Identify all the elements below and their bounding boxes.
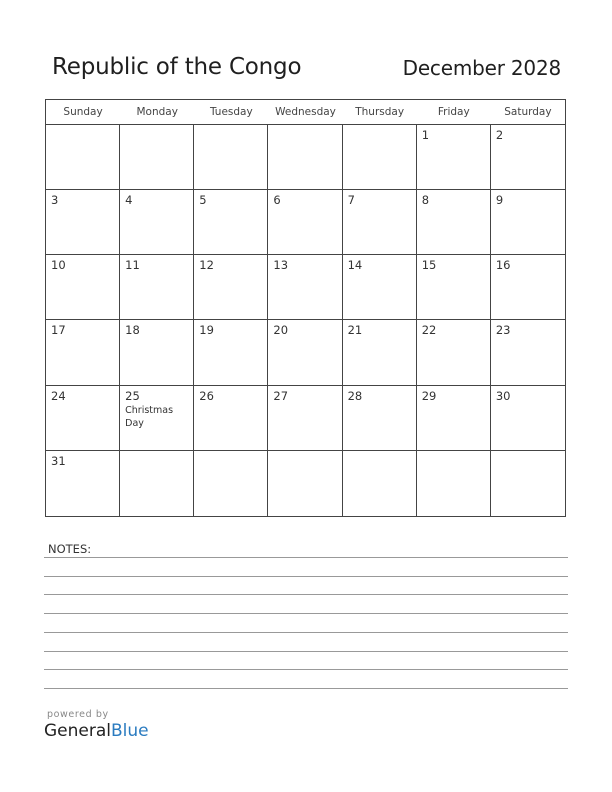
notes-label: NOTES: [48,542,92,556]
day-cell-22 [417,320,491,385]
day-number: 15 [421,258,437,273]
note-line [44,594,568,595]
day-cell-26 [194,386,268,451]
day-number: 24 [51,388,66,403]
day-number: 28 [347,388,363,403]
day-number: 29 [421,388,437,403]
day-cell-18 [120,320,194,385]
day-cell-5 [194,190,268,255]
day-number: 12 [199,258,214,273]
day-number: 20 [273,323,289,338]
empty-day-cell [417,451,491,516]
day-cell-8 [417,190,491,255]
day-number: 7 [347,193,355,208]
day-cell-13 [268,255,342,320]
weekday-header-saturday: Saturday [504,106,552,118]
day-cell-7 [343,190,417,255]
day-cell-19 [194,320,268,385]
day-cell-17 [46,320,120,385]
day-number: 21 [347,323,363,338]
day-cell-25 [120,386,194,451]
day-cell-24 [46,386,120,451]
brand-logo-general: General [44,721,111,741]
day-cell-4 [120,190,194,255]
day-cell-23 [491,320,565,385]
weekday-header-friday: Friday [437,106,470,118]
day-number: 27 [273,388,289,403]
empty-day-cell [120,125,194,190]
empty-day-cell [120,451,194,516]
weekday-header-row [46,100,565,125]
day-number: 2 [495,128,504,142]
note-line [44,613,568,614]
empty-day-cell [194,125,268,190]
day-cell-27 [268,386,342,451]
day-cell-30 [491,386,565,451]
day-number: 1 [421,128,430,142]
day-cell-2 [491,125,565,190]
day-number: 31 [51,453,66,468]
day-number: 10 [51,258,66,273]
brand-logo[interactable] [44,721,149,741]
day-number: 19 [199,323,214,338]
day-cell-29 [417,386,491,451]
note-line [44,576,568,577]
weekday-header-wednesday: Wednesday [275,106,336,118]
day-number: 5 [199,193,207,208]
day-number: 6 [273,193,281,208]
calendar-month-title: December 2028 [402,56,561,80]
weekday-header-monday: Monday [136,106,178,118]
calendar-body [46,125,565,516]
weekday-header-tuesday: Tuesday [209,106,253,118]
day-number: 14 [347,258,363,273]
empty-day-cell [194,451,268,516]
day-cell-21 [343,320,417,385]
day-cell-1 [417,125,491,190]
day-number: 18 [125,323,140,338]
day-number: 16 [495,258,511,273]
note-line [44,632,568,633]
day-number: 3 [51,193,59,208]
note-line [44,688,568,689]
day-number: 30 [495,388,511,403]
empty-day-cell [46,125,120,190]
empty-day-cell [491,451,565,516]
day-number: 11 [125,258,140,273]
day-number: 22 [421,323,437,338]
day-cell-11 [120,255,194,320]
day-cell-16 [491,255,565,320]
empty-day-cell [343,125,417,190]
day-cell-9 [491,190,565,255]
day-number: 17 [51,323,66,338]
day-cell-6 [268,190,342,255]
day-cell-15 [417,255,491,320]
day-number: 23 [495,323,511,338]
calendar-country-title: Republic of the Congo [52,54,302,80]
calendar-grid [45,99,566,517]
day-cell-31 [46,451,120,516]
day-cell-12 [194,255,268,320]
note-line [44,651,568,652]
holiday-label: Christmas Day [125,404,174,429]
day-number: 8 [421,193,430,208]
powered-by-text: powered by [47,709,109,720]
empty-day-cell [268,125,342,190]
day-cell-14 [343,255,417,320]
weekday-header-sunday: Sunday [63,106,103,118]
empty-day-cell [268,451,342,516]
day-number: 25 [125,388,140,403]
day-cell-3 [46,190,120,255]
note-line [44,557,568,558]
note-line [44,669,568,670]
day-number: 26 [199,388,214,403]
day-cell-28 [343,386,417,451]
empty-day-cell [343,451,417,516]
day-number: 13 [273,258,289,273]
brand-logo-blue: Blue [111,721,149,741]
day-cell-20 [268,320,342,385]
day-number: 9 [495,193,504,208]
day-number: 4 [125,193,133,208]
weekday-header-thursday: Thursday [355,106,405,118]
day-cell-10 [46,255,120,320]
